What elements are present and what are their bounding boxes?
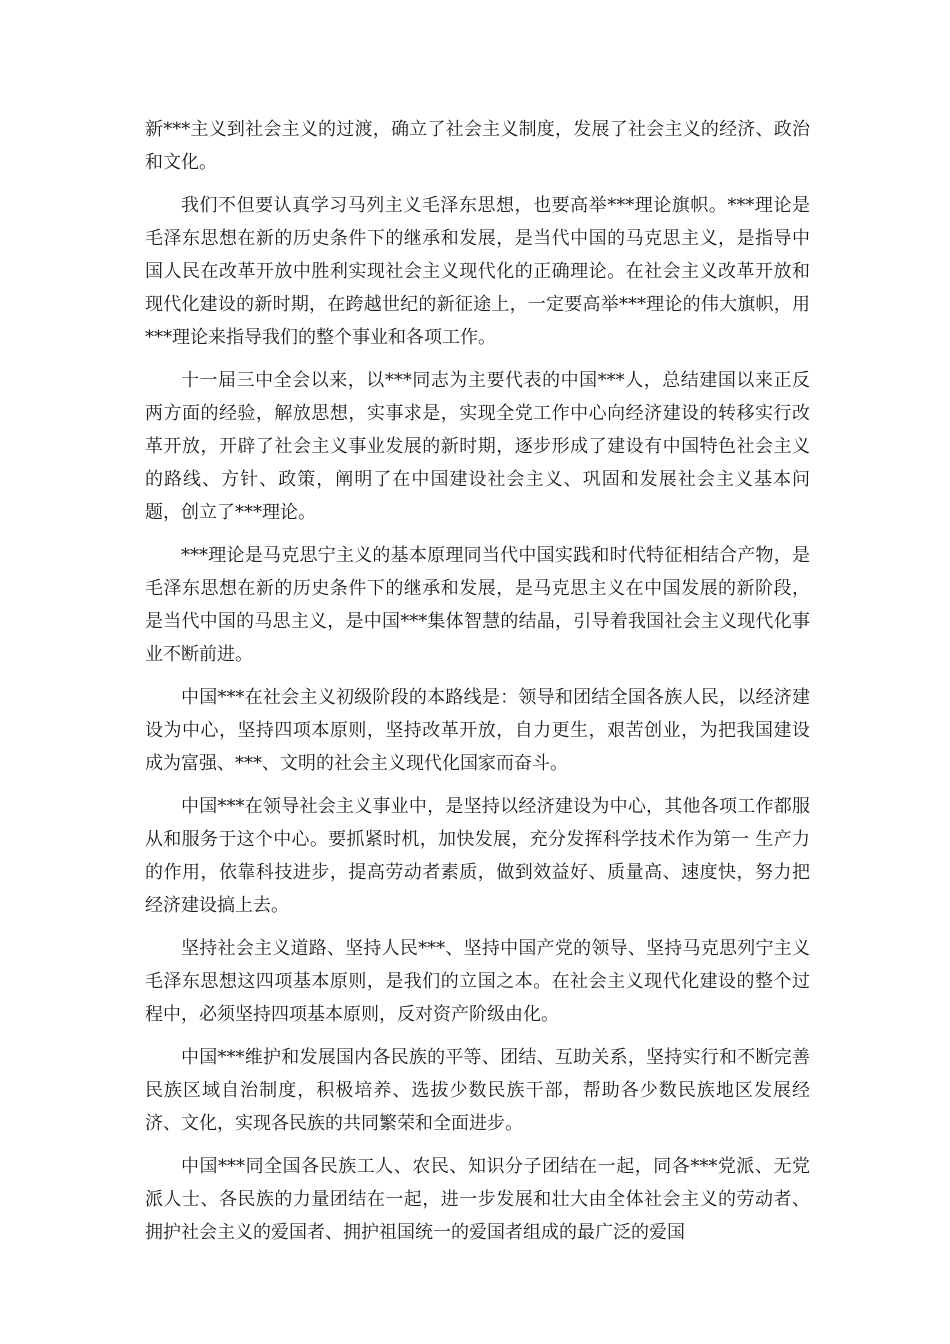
paragraph-1: 新***主义到社会主义的过渡，确立了社会主义制度，发展了社会主义的经济、政治和文化。 (145, 119, 810, 173)
paragraph-5: 中国***在社会主义初级阶段的本路线是：领导和团结全国各族人民，以经济建设为中心，坚持四项本原则，坚持改革开放，自力更生，艰苦创业，为把我国建设成为富强、***、文明的社会主义现代化国家而奋斗。 (145, 687, 810, 774)
paragraph-4: ***理论是马克思宁主义的基本原理同当代中国实践和时代特征相结合产物，是毛泽东思想在新的历史条件下的继承和发展，是马克思主义在中国发展的新阶段，是当代中国的马思主义，是中国***集体智慧的结晶，引导着我国社会主义现代化事业不断前进。 (145, 545, 810, 665)
paragraph-9: 中国***同全国各民族工人、农民、知识分子团结在一起，同各***党派、无党派人士、各民族的力量团结在一起，进一步发展和壮大由全体社会主义的劳动者、拥护社会主义的爱国者、拥护祖国统一的爱国者组成的最广泛的爱国 (145, 1156, 810, 1243)
paragraph-6: 中国***在领导社会主义事业中，是坚持以经济建设为中心，其他各项工作都服从和服务于这个中心。要抓紧时机，加快发展，充分发挥科学技术作为第一 生产力的作用，依靠科技进步，提高劳动者素质，做到效益好、质量高、速度快，努力把经济建设搞上去。 (145, 796, 810, 916)
paragraph-3: 十一届三中全会以来，以***同志为主要代表的中国***人，总结建国以来正反两方面的经验，解放思想，实事求是，实现全党工作中心向经济建设的转移实行改革开放，开辟了社会主义事业发展的新时期，逐步形成了建设有中国特色社会主义的路线、方针、政策，阐明了在中国建设社会主义、巩固和发展社会主义基本问题，创立了***理论。 (145, 370, 810, 523)
paragraph-2: 我们不但要认真学习马列主义毛泽东思想，也要高举***理论旗帜。***理论是毛泽东思想在新的历史条件下的继承和发展，是当代中国的马克思主义，是指导中国人民在改革开放中胜利实现社会主义现代化的正确理论。在社会主义改革开放和现代化建设的新时期，在跨越世纪的新征途上，一定要高举***理论的伟大旗帜，用***理论来指导我们的整个事业和各项工作。 (145, 195, 810, 348)
document-body (145, 113, 810, 1259)
paragraph-8: 中国***维护和发展国内各民族的平等、团结、互助关系，坚持实行和不断完善民族区域自治制度，积极培养、选拔少数民族干部，帮助各少数民族地区发展经济、文化，实现各民族的共同繁荣和全面进步。 (145, 1047, 810, 1134)
paragraph-7: 坚持社会主义道路、坚持人民***、坚持中国产党的领导、坚持马克思列宁主义毛泽东思想这四项基本原则，是我们的立国之本。在社会主义现代化建设的整个过程中，必须坚持四项基本原则，反对资产阶级由化。 (145, 938, 810, 1025)
